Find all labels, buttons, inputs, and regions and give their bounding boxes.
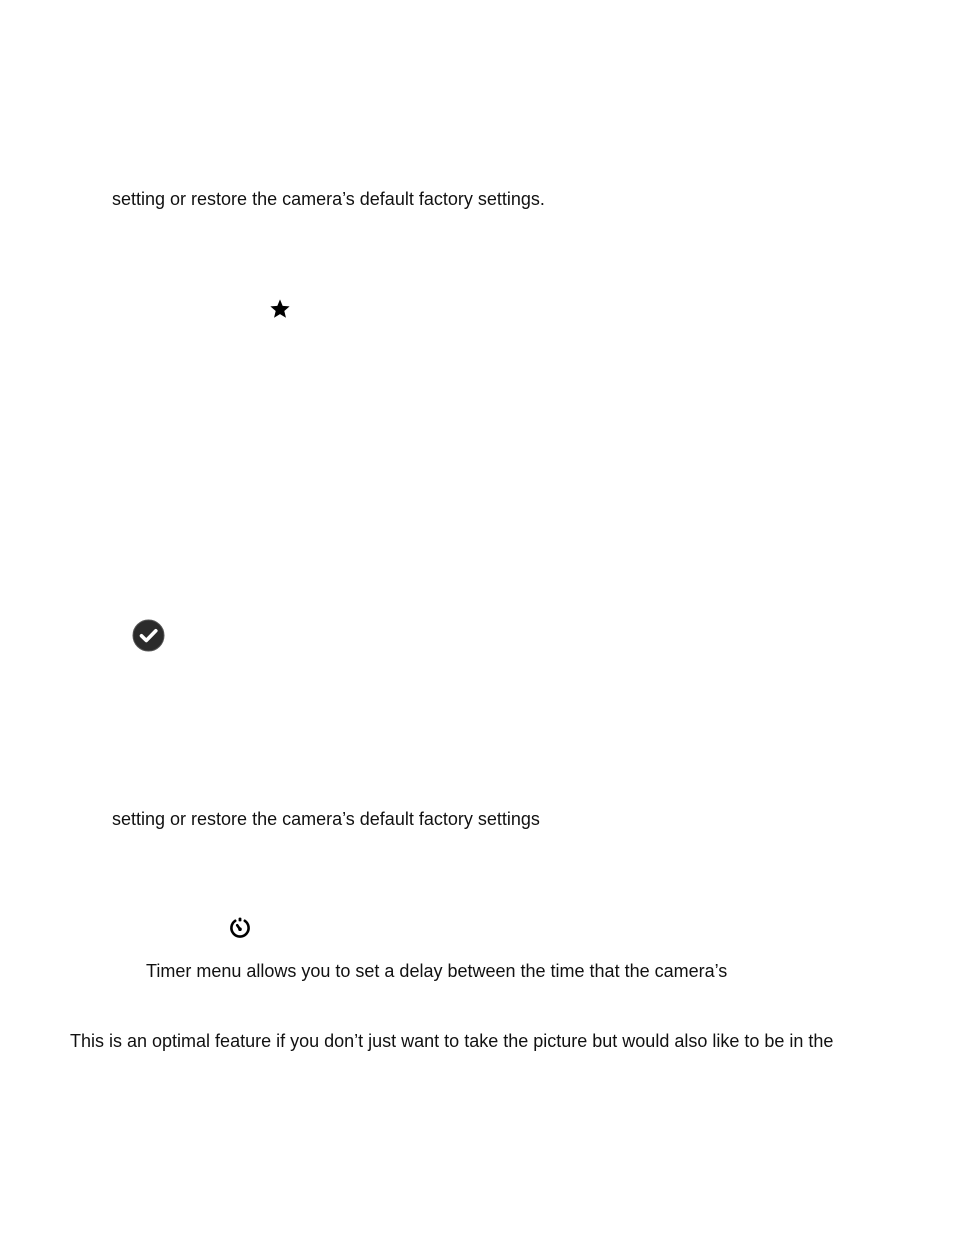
text-line-4: This is an optimal feature if you don’t just want to take the picture but would also like to be in the — [70, 1031, 834, 1051]
star-icon — [269, 298, 291, 320]
text-line-2: setting or restore the camera’s default factory settings — [112, 809, 540, 829]
text-line-3: Timer menu allows you to set a delay between the time that the camera’s — [146, 961, 728, 981]
text-line-1: setting or restore the camera’s default factory settings. — [112, 189, 545, 209]
self-timer-icon — [228, 916, 252, 940]
checkmark-circle-icon — [132, 619, 165, 652]
